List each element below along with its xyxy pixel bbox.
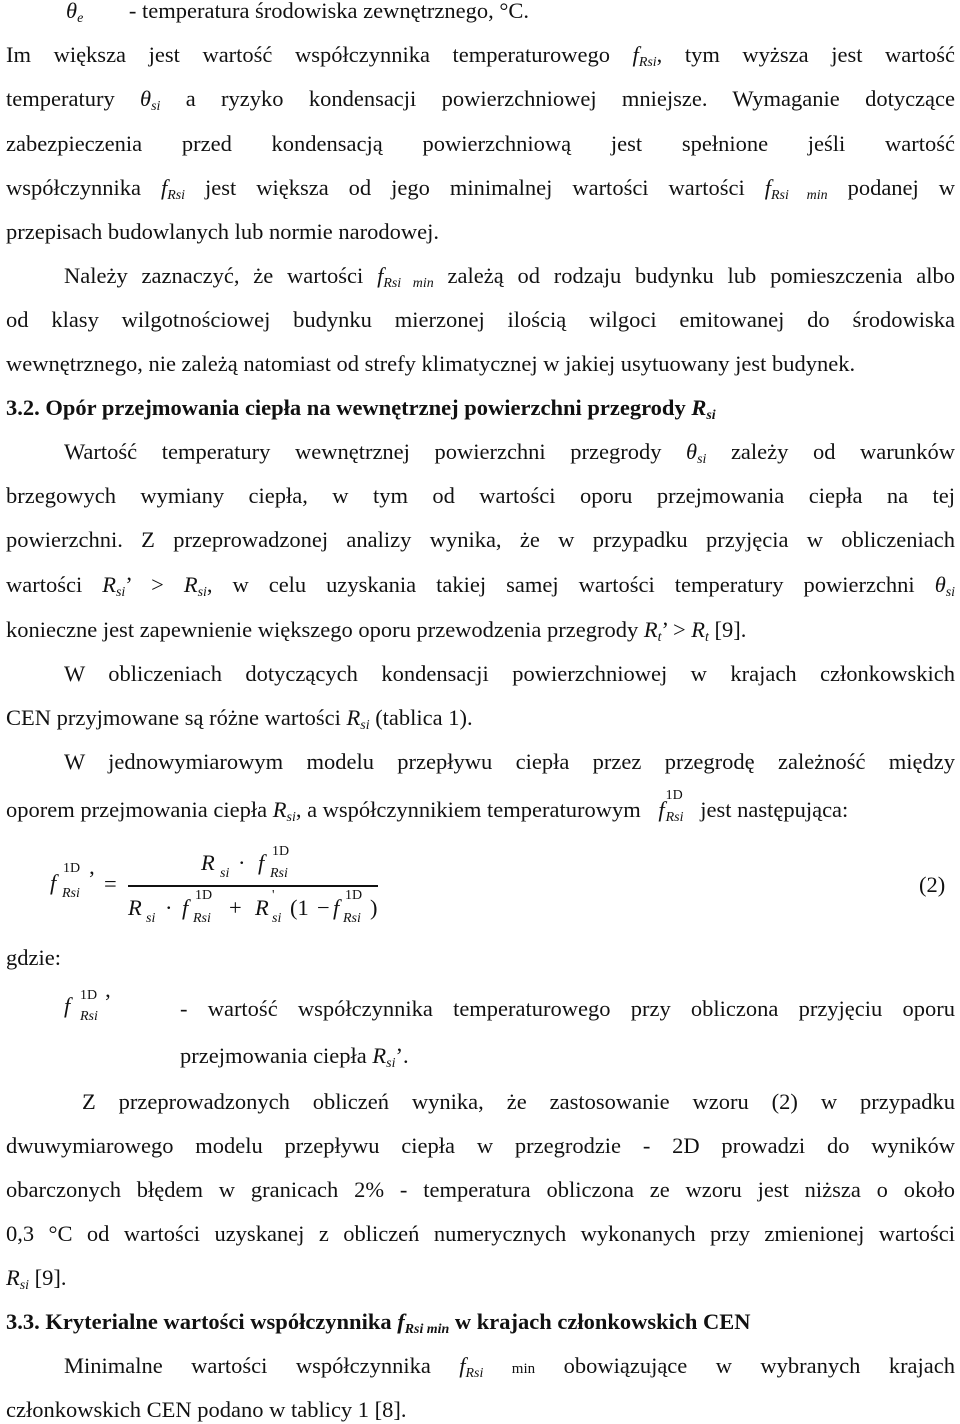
equation-2: f 1D ’ Rsi = R si · f 1D Rsi R si · f 1D Rsi + R ' si (1 − f 1D Rsi ) (2): [50, 844, 946, 926]
paragraph-line: wartości $R_{si}$’ > $R_{si}$, w celu uzyskania takiej samej wartości temperatury powierzchni $\theta_{si}$: [6, 572, 956, 600]
paragraph-line: obarczonych błędem w granicach 2% - temperatura obliczona ze wzoru jest niższa o około: [6, 1177, 955, 1202]
paragraph-line: przepisach budowlanych lub normie narodowej.: [6, 219, 439, 244]
section-heading-3-3: 3.3. Kryterialne wartości współczynnika $f_{Rsi min}$ w krajach członkowskich CEN: [6, 1309, 751, 1337]
paragraph-line: wewnętrznego, nie zależą natomiast od strefy klimatycznej w jakiej usytuowany jest budynek.: [6, 351, 856, 376]
paragraph-line: od klasy wilgotnościowej budynku mierzonej ilością wilgoci emitowanej do środowiska: [6, 307, 955, 332]
paragraph-line: dwuwymiarowego modelu przepływu ciepła w przegrodzie - 2D prowadzi do wyników: [6, 1133, 955, 1158]
paragraph-line: Im większa jest wartość współczynnika temperaturowego $f_{Rsi}$, tym wyższa jest wartość: [6, 42, 955, 70]
paragraph-line: $R_{si}$ [9].: [6, 1265, 67, 1293]
paragraph-line: Z przeprowadzonych obliczeń wynika, że zastosowanie wzoru (2) w przypadku: [82, 1089, 955, 1114]
paragraph-line: zabezpieczenia przed kondensacją powierzchniową jest spełnione jeśli wartość: [6, 131, 955, 156]
paragraph-line: brzegowych wymiany ciepła, w tym od wartości oporu przejmowania ciepła na tej: [6, 483, 955, 508]
paragraph-line: konieczne jest zapewnienie większego oporu przewodzenia przegrody $R_t$’ > $R_t$ [9].: [6, 617, 747, 645]
symbol-definition: f 1D ’ Rsi - wartość współczynnika temperaturowego przy obliczona przyjęciu oporu przejmowania ciepła $R_{si}$’.: [64, 988, 955, 1071]
paragraph-line: CEN przyjmowane są różne wartości $R_{si}$ (tablica 1).: [6, 705, 473, 733]
section-heading-3-2: 3.2. Opór przejmowania ciepła na wewnętrznej powierzchni przegrody $R_{si}$: [6, 395, 716, 423]
paragraph-line: członkowskich CEN podano w tablicy 1 [8].: [6, 1397, 407, 1422]
paragraph-line: Należy zaznaczyć, że wartości $f_{Rsi min}$ zależą od rodzaju budynku lub pomieszczenia albo: [64, 263, 956, 291]
definition-theta-e: $\theta_e$ - temperatura środowiska zewnętrznego, °C.: [66, 0, 529, 26]
paragraph-line: Minimalne wartości współczynnika $f_{Rsi}$ min obowiązujące w wybranych krajach: [64, 1353, 956, 1381]
fraction-bar: [128, 885, 378, 887]
where-label: gdzie:: [6, 945, 61, 970]
paragraph-line: oporem przejmowania ciepła $R_{si}$, a współczynnikiem temperaturowym f 1D Rsi jest następująca:: [6, 788, 849, 825]
paragraph-line: współczynnika $f_{Rsi}$ jest większa od jego minimalnej wartości wartości $f_{Rsi min}$ podanej w: [6, 175, 956, 203]
paragraph-line: Wartość temperatury wewnętrznej powierzchni przegrody $\theta_{si}$ zależy od warunków: [64, 439, 955, 467]
paragraph-line: powierzchni. Z przeprowadzonej analizy wynika, że w przypadku przyjęcia w obliczeniach: [6, 527, 955, 552]
paragraph-line: 0,3 °C od wartości uzyskanej z obliczeń numerycznych wykonanych przy zmienionej wartości: [6, 1221, 955, 1246]
paragraph-line: temperatury $\theta_{si}$ a ryzyko kondensacji powierzchniowej mniejsze. Wymaganie dotyczące: [6, 86, 956, 114]
paragraph-line: W jednowymiarowym modelu przepływu ciepła przez przegrodę zależność między: [64, 749, 955, 774]
paragraph-line: W obliczeniach dotyczących kondensacji powierzchniowej w krajach członkowskich: [64, 661, 955, 686]
equation-number: (2): [919, 872, 946, 897]
